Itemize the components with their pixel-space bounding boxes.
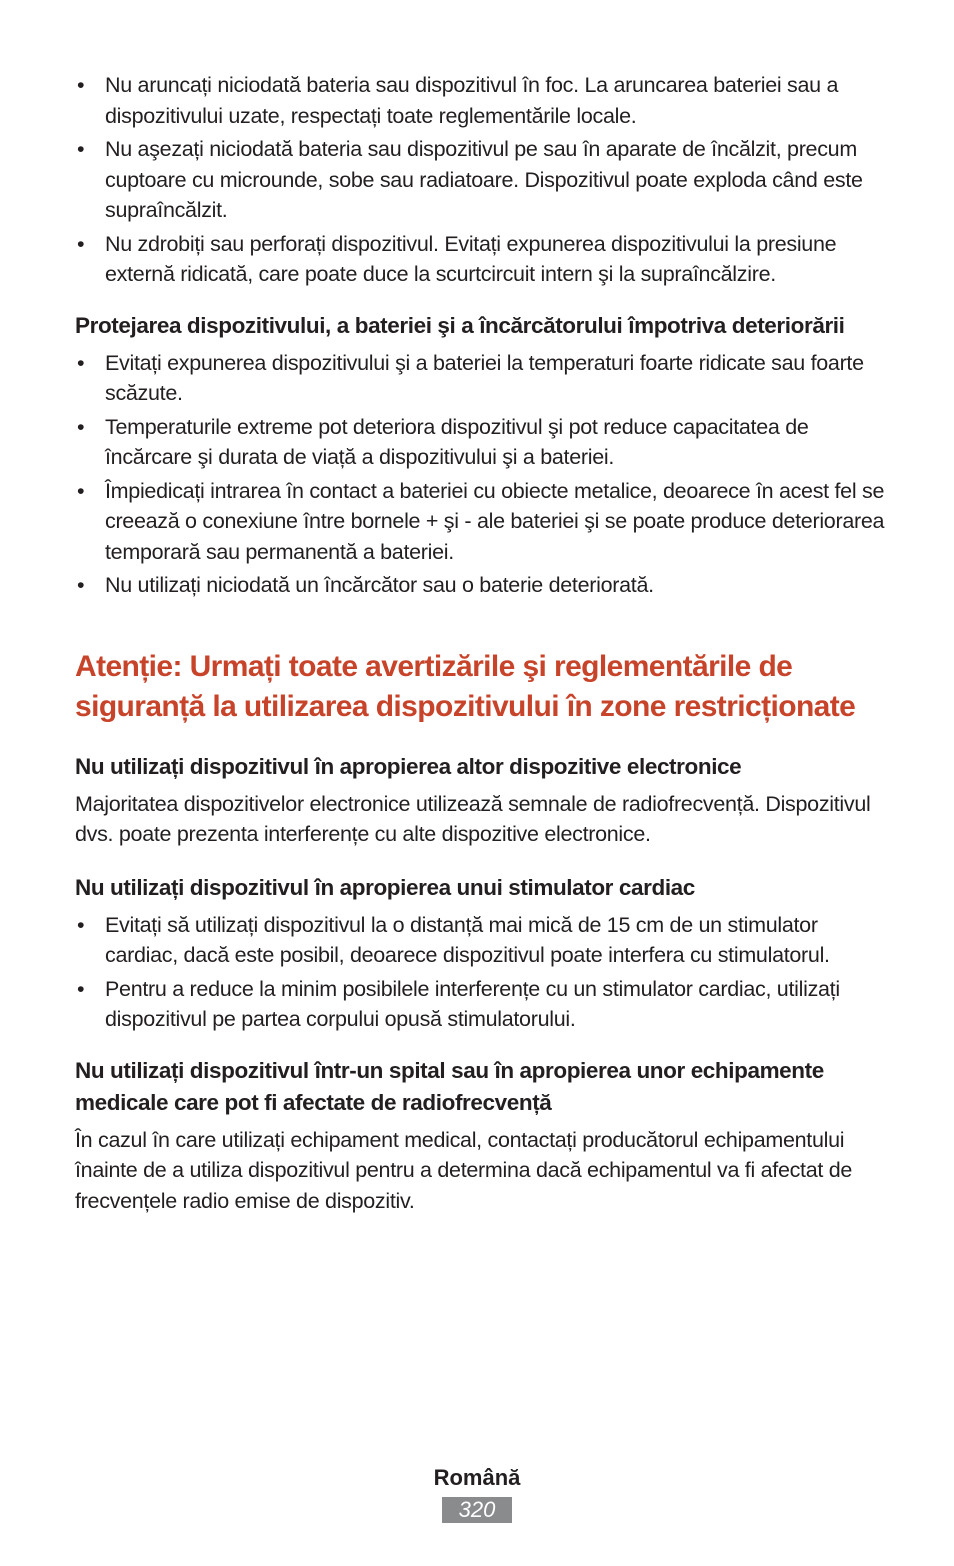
list-item xyxy=(75,70,885,131)
bullet-icon: • xyxy=(77,573,85,597)
caution-title: Atenție: Urmați toate avertizările şi reglementările de siguranță la utilizarea dispozitivului în zone restricționate xyxy=(75,649,856,723)
list-item-text: Pentru a reduce la minim posibilele interferențe cu un stimulator cardiac, utilizați dispozitivul pe partea corpului opusă stimulatorului. xyxy=(105,976,840,1031)
bullet-icon: • xyxy=(77,976,85,1001)
list-item-text: Nu aşezați niciodată bateria sau dispozitivul pe sau în aparate de încălzit, precum cuptoare cu microunde, sobe sau radiatoare. Dispozitivul poate exploda când este supraîncălzit. xyxy=(105,137,863,222)
bullet-icon: • xyxy=(77,73,85,97)
pacemaker-list xyxy=(75,910,885,1035)
bullet-icon: • xyxy=(77,414,85,439)
list-item xyxy=(75,910,885,971)
protection-list xyxy=(75,348,885,601)
bullet-icon: • xyxy=(77,231,85,256)
page-content xyxy=(75,70,885,1216)
electronics-heading: Nu utilizați dispozitivul în apropierea altor dispozitive electronice xyxy=(75,753,742,779)
bullet-icon: • xyxy=(77,350,85,375)
page-footer xyxy=(0,1463,954,1523)
battery-disposal-list xyxy=(75,70,885,290)
language-label: Română xyxy=(433,1465,521,1490)
page-number-badge: 320 xyxy=(442,1497,512,1523)
list-item xyxy=(75,229,885,290)
bullet-icon: • xyxy=(77,478,85,503)
list-item-text: Nu utilizați niciodată un încărcător sau o baterie deteriorată. xyxy=(105,573,654,597)
list-item xyxy=(75,570,885,601)
list-item xyxy=(75,348,885,409)
list-item xyxy=(75,476,885,568)
bullet-icon: • xyxy=(77,137,85,161)
list-item-text: Nu zdrobiți sau perforați dispozitivul. Evitați expunerea dispozitivului la presiune externă ridicată, care poate duce la scurtcircuit intern şi la supraîncălzire. xyxy=(105,231,837,286)
electronics-text: Majoritatea dispozitivelor electronice utilizează semnale de radiofrecvență. Dispozitivul dvs. poate prezenta interferențe cu alte dispozitive electronice. xyxy=(75,791,871,846)
list-item-text: Nu aruncați niciodată bateria sau dispozitivul în foc. La aruncarea bateriei sau a dispozitivului uzate, respectați toate reglementările locale. xyxy=(105,73,839,128)
list-item-text: Evitați expunerea dispozitivului şi a bateriei la temperaturi foarte ridicate sau foarte scăzute. xyxy=(105,350,864,405)
hospital-text: În cazul în care utilizați echipament medical, contactați producătorul echipamentului înainte de a utiliza dispozitivul pentru a determina dacă echipamentul va fi afectat de frecvențele radio emise de dispozitiv. xyxy=(75,1127,853,1213)
list-item xyxy=(75,134,885,226)
list-item-text: Temperaturile extreme pot deteriora dispozitivul şi pot reduce capacitatea de încărcare şi durata de viață a dispozitivului şi a bateriei. xyxy=(105,414,809,469)
list-item-text: Evitați să utilizați dispozitivul la o distanță mai mică de 15 cm de un stimulator cardiac, dacă este posibil, deoarece dispozitivul poate interfera cu stimulatorul. xyxy=(105,912,830,967)
hospital-heading: Nu utilizați dispozitivul într-un spital sau în apropierea unor echipamente medicale care pot fi afectate de radiofrecvență xyxy=(75,1057,824,1115)
list-item xyxy=(75,974,885,1035)
protection-heading: Protejarea dispozitivului, a bateriei şi a încărcătorului împotriva deteriorării xyxy=(75,312,845,338)
list-item xyxy=(75,412,885,473)
pacemaker-heading: Nu utilizați dispozitivul în apropierea unui stimulator cardiac xyxy=(75,874,695,900)
list-item-text: Împiedicați intrarea în contact a bateriei cu obiecte metalice, deoarece în acest fel se creează o conexiune între bornele + şi - ale bateriei şi se poate produce deteriorarea temporară sau permanentă a bateriei. xyxy=(105,478,885,564)
bullet-icon: • xyxy=(77,912,85,937)
